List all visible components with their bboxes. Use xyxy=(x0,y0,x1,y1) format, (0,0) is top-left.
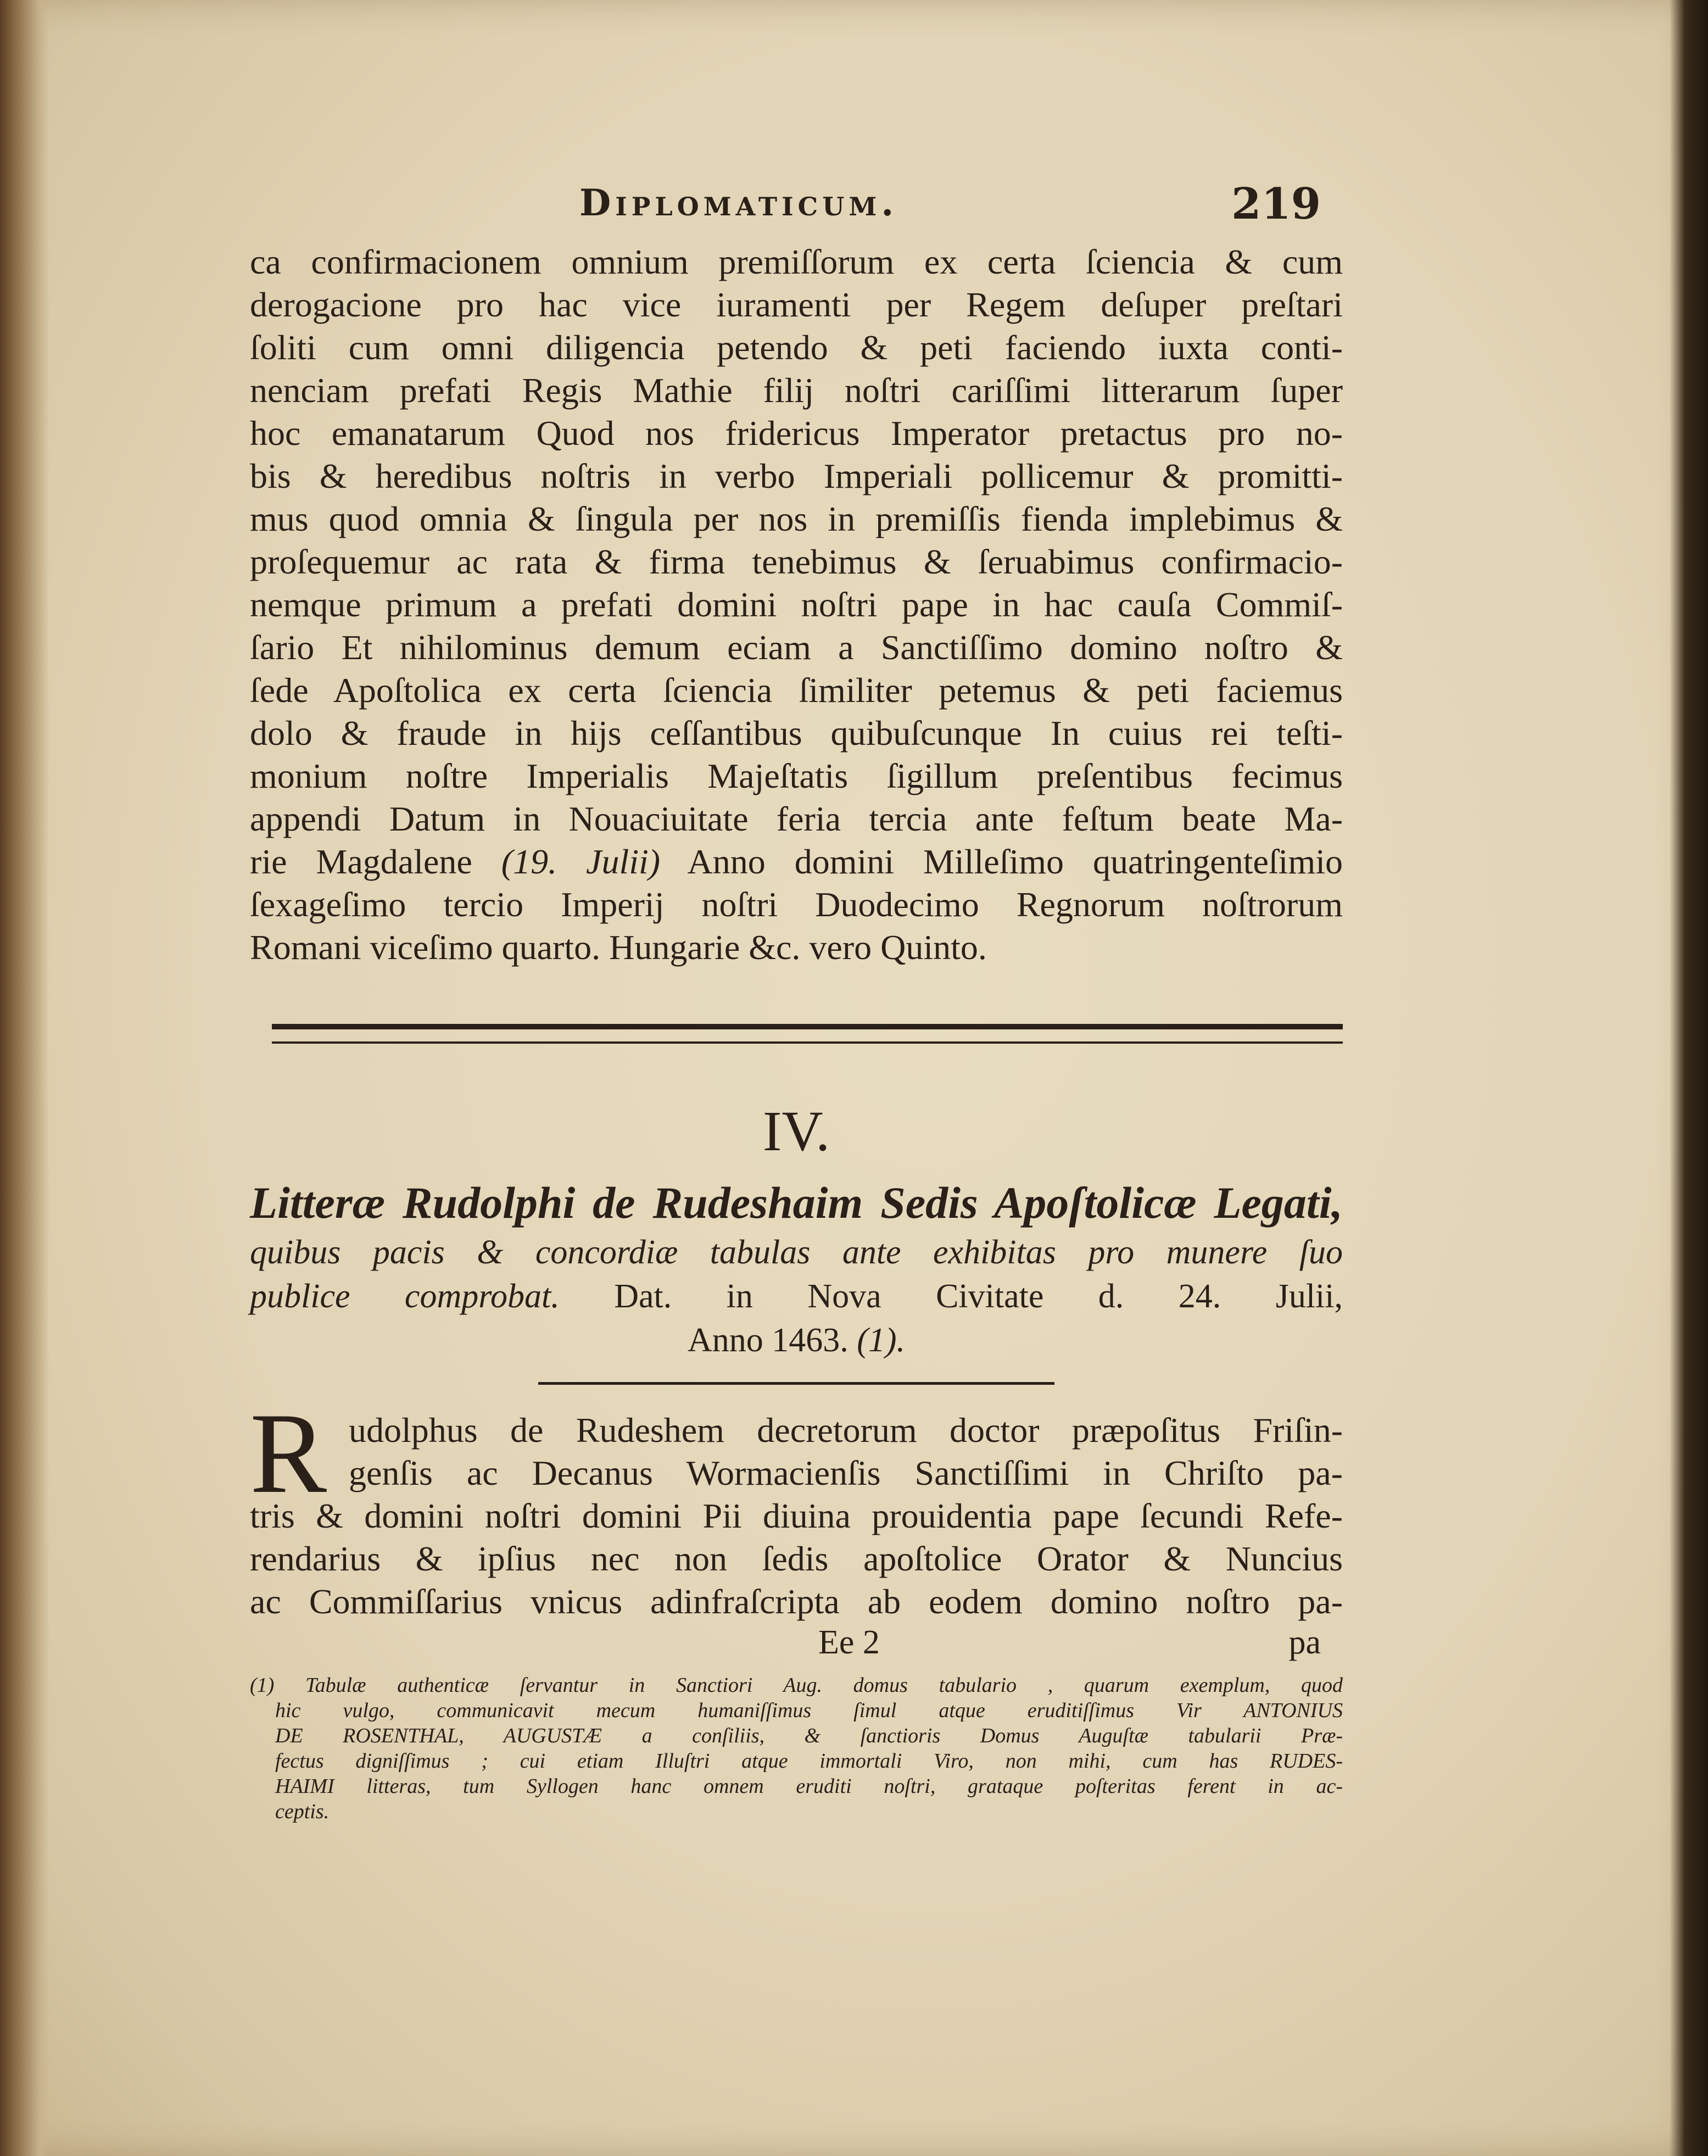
section-heading xyxy=(250,1176,1343,1362)
text-line: Romani viceſimo quarto. Hungarie &c. vero Quinto. xyxy=(250,928,987,967)
footnote xyxy=(250,1673,1343,1824)
date-annotation: (19. Julii) xyxy=(501,842,661,881)
heading-line-2: quibus pacis & concordiæ tabulas ante exhibitas pro munere ſuo xyxy=(250,1234,1343,1271)
footnote-reference: (1). xyxy=(857,1322,906,1359)
text-line: monium noſtre Imperialis Majeſtatis ſigillum preſentibus fecimus xyxy=(250,756,1343,795)
heading-line-1: Litteræ Rudolphi de Rudeshaim Sedis Apoſtolicæ Legati, xyxy=(250,1178,1343,1228)
section-number: IV. xyxy=(762,1100,830,1163)
text-line: rendarius & ipſius nec non ſedis apoſtolice Orator & Nuncius xyxy=(250,1539,1343,1578)
text-line: ac Commiſſarius vnicus adinfraſcripta ab eodem domino noſtro pa- xyxy=(250,1582,1343,1621)
date-line-before: rie Magdalene xyxy=(250,842,501,881)
footnote-line: HAIMI litteras, tum Syllogen hanc omnem eruditi noſtri, grataque poſteritas ferent in ac- xyxy=(275,1775,1343,1798)
date-line-after: Anno domini Milleſimo quatringenteſimio xyxy=(660,842,1343,881)
text-line: mus quod omnia & ſingula per nos in premiſſis fienda implebimus & xyxy=(250,499,1343,538)
text-line: ſario Et nihilominus demum eciam a Sanctiſſimo domino noſtro & xyxy=(250,628,1343,667)
page-number: 219 xyxy=(1231,179,1321,229)
catchword: pa xyxy=(1288,1624,1321,1661)
text-line: ſoliti cum omni diligencia petendo & peti faciendo iuxta conti- xyxy=(250,328,1343,367)
heading-line-3 xyxy=(250,1274,1343,1318)
heading-line-4 xyxy=(250,1318,1343,1362)
text-line: nemque primum a prefati domini noſtri pape in hac cauſa Commiſ- xyxy=(250,585,1343,624)
text-line: ſexageſimo tercio Imperij noſtri Duodecimo Regnorum noſtrorum xyxy=(250,885,1343,924)
heading-date-text: Dat. in Nova Civitate d. 24. Julii, xyxy=(559,1278,1343,1315)
running-title: Diplomaticum. xyxy=(579,181,898,224)
text-line: ca confirmacionem omnium premiſſorum ex certa ſciencia & cum xyxy=(250,242,1343,281)
text-line: proſequemur ac rata & firma tenebimus & ſeruabimus confirmacio- xyxy=(250,542,1343,581)
heading-underline-rule xyxy=(538,1382,1054,1385)
text-line: derogacione pro hac vice iuramenti per Regem deſuper preſtari xyxy=(250,285,1343,324)
paragraph-1 xyxy=(250,241,1343,969)
signature-mark: Ee 2 xyxy=(818,1624,880,1661)
signature-line xyxy=(250,1623,1343,1662)
heading-year: Anno 1463. xyxy=(687,1322,857,1359)
running-header xyxy=(250,181,1343,231)
text-line: tris & domini noſtri domini Pii diuina prouidentia pape ſecundi Refe- xyxy=(250,1496,1343,1535)
heading-italic-text: publice comprobat. xyxy=(250,1278,560,1315)
text-line-date xyxy=(250,840,1343,883)
text-line: udolphus de Rudeshem decretorum doctor præpoſitus Friſin- xyxy=(349,1411,1343,1450)
text-line: dolo & fraude in hijs ceſſantibus quibuſcunque In cuius rei teſti- xyxy=(250,714,1343,753)
footnote-line: (1) Tabulæ authenticæ ſervantur in Sanctiori Aug. domus tabulario , quarum exemplum, quod xyxy=(250,1674,1343,1697)
text-line: hoc emanatarum Quod nos fridericus Imperator pretactus pro no- xyxy=(250,414,1343,453)
section-divider-double-rule xyxy=(272,1024,1343,1044)
text-line: bis & heredibus noſtris in verbo Imperiali pollicemur & promitti- xyxy=(250,456,1343,495)
book-spine-shadow xyxy=(0,0,49,2156)
drop-capital: R xyxy=(250,1390,327,1517)
text-line: ſede Apoſtolica ex certa ſciencia ſimiliter petemus & peti faciemus xyxy=(250,671,1343,710)
footnote-line: DE ROSENTHAL, AUGUSTÆ a conſiliis, & ſanctioris Domus Auguſtæ tabularii Præ- xyxy=(275,1724,1343,1747)
footnote-line: hic vulgo, communicavit mecum humaniſſimus ſimul atque eruditiſſimus Vir ANTONIUS xyxy=(275,1699,1343,1722)
text-line: nenciam prefati Regis Mathie filij noſtri cariſſimi litterarum ſuper xyxy=(250,371,1343,410)
footnote-line: ceptis. xyxy=(275,1800,330,1823)
text-line: appendi Datum in Nouaciuitate feria tercia ante feſtum beate Ma- xyxy=(250,799,1343,838)
footnote-line: fectus digniſſimus ; cui etiam Illuſtri atque immortali Viro, non mihi, cum has RUDES- xyxy=(275,1750,1343,1773)
paragraph-2 xyxy=(250,1390,1343,1623)
page-edge-shadow xyxy=(1670,0,1708,2156)
text-line: genſis ac Decanus Wormacienſis Sanctiſſimi in Chriſto pa- xyxy=(349,1453,1343,1492)
page-content xyxy=(250,181,1343,1824)
